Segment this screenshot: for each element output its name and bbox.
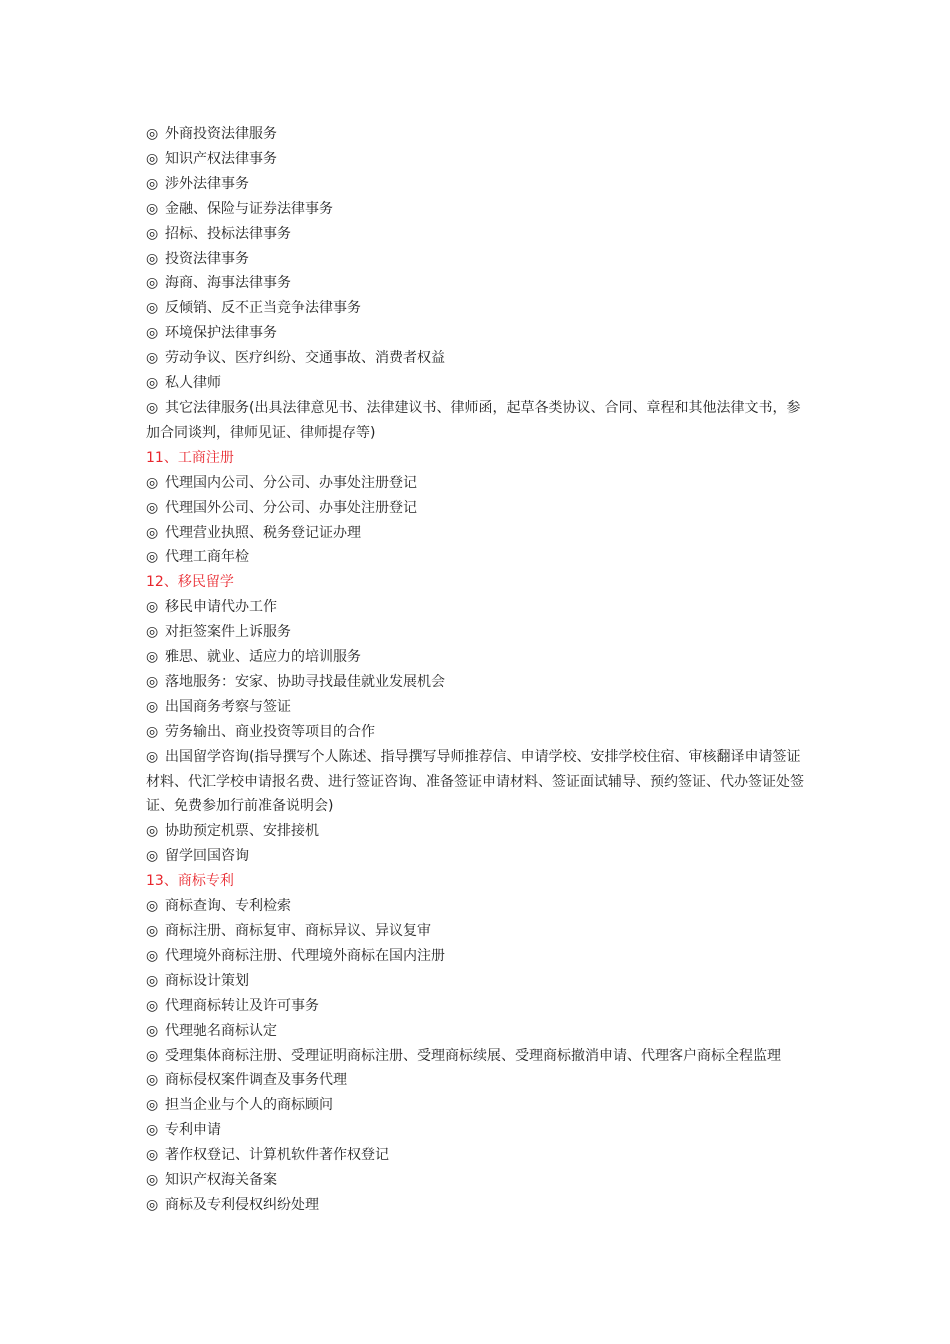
bullet-icon: ◎ bbox=[146, 375, 159, 392]
list-item bbox=[146, 197, 814, 222]
list-item-text: 受理集体商标注册、受理证明商标注册、受理商标续展、受理商标撤消申请、代理客户商标全程监理 bbox=[165, 1047, 781, 1064]
list-item-text: 代理国外公司、分公司、办事处注册登记 bbox=[165, 499, 417, 516]
bullet-icon: ◎ bbox=[146, 748, 159, 765]
list-item bbox=[146, 919, 814, 944]
list-item bbox=[146, 471, 814, 496]
list-item-text: 海商、海事法律事务 bbox=[165, 275, 291, 292]
list-item bbox=[146, 271, 814, 296]
list-item-text: 代理驰名商标认定 bbox=[165, 1022, 277, 1039]
list-item bbox=[146, 645, 814, 670]
bullet-icon: ◎ bbox=[146, 599, 159, 616]
bullet-icon: ◎ bbox=[146, 399, 159, 416]
list-item bbox=[146, 745, 814, 820]
bullet-icon: ◎ bbox=[146, 499, 159, 516]
list-item-text: 劳动争议、医疗纠纷、交通事故、消费者权益 bbox=[165, 350, 445, 367]
intro-list bbox=[146, 122, 814, 446]
list-item-text: 知识产权海关备案 bbox=[165, 1172, 277, 1189]
list-item-text: 环境保护法律事务 bbox=[165, 325, 277, 342]
list-item bbox=[146, 247, 814, 272]
bullet-icon: ◎ bbox=[146, 300, 159, 317]
bullet-icon: ◎ bbox=[146, 150, 159, 167]
list-item-text: 著作权登记、计算机软件著作权登记 bbox=[165, 1147, 389, 1164]
list-item bbox=[146, 521, 814, 546]
list-item-text: 移民申请代办工作 bbox=[165, 599, 277, 616]
list-item bbox=[146, 1068, 814, 1093]
list-item-text: 劳务输出、商业投资等项目的合作 bbox=[165, 723, 375, 740]
list-item bbox=[146, 944, 814, 969]
list-item bbox=[146, 321, 814, 346]
section bbox=[146, 446, 814, 571]
list-item-text: 招标、投标法律事务 bbox=[165, 225, 291, 242]
bullet-icon: ◎ bbox=[146, 972, 159, 989]
list-item bbox=[146, 595, 814, 620]
bullet-icon: ◎ bbox=[146, 848, 159, 865]
list-item-text: 金融、保险与证券法律事务 bbox=[165, 200, 333, 217]
list-item-text: 商标注册、商标复审、商标异议、异议复审 bbox=[165, 923, 431, 939]
list-item bbox=[146, 1168, 814, 1193]
document-body bbox=[146, 122, 814, 1218]
list-item-text: 专利申请 bbox=[165, 1122, 221, 1139]
list-item-text: 商标及专利侵权纠纷处理 bbox=[165, 1196, 319, 1213]
bullet-icon: ◎ bbox=[146, 1072, 159, 1089]
list-item bbox=[146, 894, 814, 919]
list-item-text: 反倾销、反不正当竞争法律事务 bbox=[165, 300, 361, 317]
list-item bbox=[146, 296, 814, 321]
bullet-icon: ◎ bbox=[146, 823, 159, 840]
bullet-icon: ◎ bbox=[146, 350, 159, 367]
section bbox=[146, 869, 814, 1218]
list-item-text: 担当企业与个人的商标顾问 bbox=[165, 1097, 333, 1114]
list-item bbox=[146, 172, 814, 197]
list-item bbox=[146, 147, 814, 172]
list-item bbox=[146, 670, 814, 695]
list-item bbox=[146, 371, 814, 396]
list-item-text: 涉外法律事务 bbox=[165, 175, 249, 192]
section-heading: 13、商标专利 bbox=[146, 873, 234, 890]
list-item bbox=[146, 1093, 814, 1118]
list-item-text: 落地服务：安家、协助寻找最佳就业发展机会 bbox=[165, 673, 445, 690]
list-item bbox=[146, 1143, 814, 1168]
list-item-text: 投资法律事务 bbox=[165, 250, 249, 267]
bullet-icon: ◎ bbox=[146, 1122, 159, 1139]
bullet-icon: ◎ bbox=[146, 275, 159, 292]
list-item bbox=[146, 620, 814, 645]
bullet-icon: ◎ bbox=[146, 1147, 159, 1164]
bullet-icon: ◎ bbox=[146, 250, 159, 267]
bullet-icon: ◎ bbox=[146, 549, 159, 566]
bullet-icon: ◎ bbox=[146, 898, 159, 915]
list-item-text: 商标侵权案件调查及事务代理 bbox=[165, 1072, 347, 1089]
bullet-icon: ◎ bbox=[146, 1047, 159, 1064]
list-item-text: 代理商标转让及许可事务 bbox=[165, 997, 319, 1014]
bullet-icon: ◎ bbox=[146, 624, 159, 641]
list-item-text: 留学回国咨询 bbox=[165, 848, 249, 865]
list-item-text: 外商投资法律服务 bbox=[165, 126, 277, 142]
bullet-icon: ◎ bbox=[146, 200, 159, 217]
bullet-icon: ◎ bbox=[146, 698, 159, 715]
list-item-text: 商标设计策划 bbox=[165, 972, 249, 989]
bullet-icon: ◎ bbox=[146, 325, 159, 342]
section-heading: 11、工商注册 bbox=[146, 449, 234, 466]
list-item bbox=[146, 346, 814, 371]
section-heading: 12、移民留学 bbox=[146, 574, 234, 591]
bullet-icon: ◎ bbox=[146, 225, 159, 242]
bullet-icon: ◎ bbox=[146, 126, 159, 142]
list-item bbox=[146, 545, 814, 570]
list-item bbox=[146, 222, 814, 247]
list-item bbox=[146, 1019, 814, 1044]
bullet-icon: ◎ bbox=[146, 474, 159, 491]
bullet-icon: ◎ bbox=[146, 175, 159, 192]
bullet-icon: ◎ bbox=[146, 1097, 159, 1114]
section bbox=[146, 570, 814, 869]
list-item-text: 出国留学咨询(指导撰写个人陈述、指导撰写导师推荐信、申请学校、安排学校住宿、审核翻译申请签证材料、代汇学校申请报名费、进行签证咨询、准备签证申请材料、签证面试辅导、预约签证、代办签证处签证、免费参加行前准备说明会) bbox=[146, 748, 804, 815]
list-item bbox=[146, 1193, 814, 1218]
bullet-icon: ◎ bbox=[146, 947, 159, 964]
list-item-text: 代理营业执照、税务登记证办理 bbox=[165, 524, 361, 541]
list-item bbox=[146, 819, 814, 844]
bullet-icon: ◎ bbox=[146, 723, 159, 740]
bullet-icon: ◎ bbox=[146, 923, 159, 939]
bullet-icon: ◎ bbox=[146, 1172, 159, 1189]
list-item bbox=[146, 122, 814, 147]
list-item-text: 对拒签案件上诉服务 bbox=[165, 624, 291, 641]
list-item-text: 商标查询、专利检索 bbox=[165, 898, 291, 915]
bullet-icon: ◎ bbox=[146, 1022, 159, 1039]
bullet-icon: ◎ bbox=[146, 649, 159, 666]
list-item bbox=[146, 994, 814, 1019]
list-item bbox=[146, 720, 814, 745]
bullet-icon: ◎ bbox=[146, 997, 159, 1014]
list-item bbox=[146, 695, 814, 720]
bullet-icon: ◎ bbox=[146, 673, 159, 690]
bullet-icon: ◎ bbox=[146, 524, 159, 541]
list-item-text: 协助预定机票、安排接机 bbox=[165, 823, 319, 840]
list-item bbox=[146, 844, 814, 869]
list-item-text: 出国商务考察与签证 bbox=[165, 698, 291, 715]
list-item-text: 代理国内公司、分公司、办事处注册登记 bbox=[165, 474, 417, 491]
sections-container bbox=[146, 446, 814, 1218]
list-item-text: 其它法律服务(出具法律意见书、法律建议书、律师函，起草各类协议、合同、章程和其他法律文书，参加合同谈判，律师见证、律师提存等) bbox=[146, 399, 801, 441]
list-item-text: 知识产权法律事务 bbox=[165, 150, 277, 167]
list-item-text: 代理境外商标注册、代理境外商标在国内注册 bbox=[165, 947, 445, 964]
list-item bbox=[146, 496, 814, 521]
list-item-text: 代理工商年检 bbox=[165, 549, 249, 566]
list-item bbox=[146, 969, 814, 994]
list-item-text: 雅思、就业、适应力的培训服务 bbox=[165, 649, 361, 666]
list-item bbox=[146, 396, 814, 446]
list-item bbox=[146, 1118, 814, 1143]
list-item-text: 私人律师 bbox=[165, 375, 221, 392]
bullet-icon: ◎ bbox=[146, 1196, 159, 1213]
list-item bbox=[146, 1044, 814, 1069]
